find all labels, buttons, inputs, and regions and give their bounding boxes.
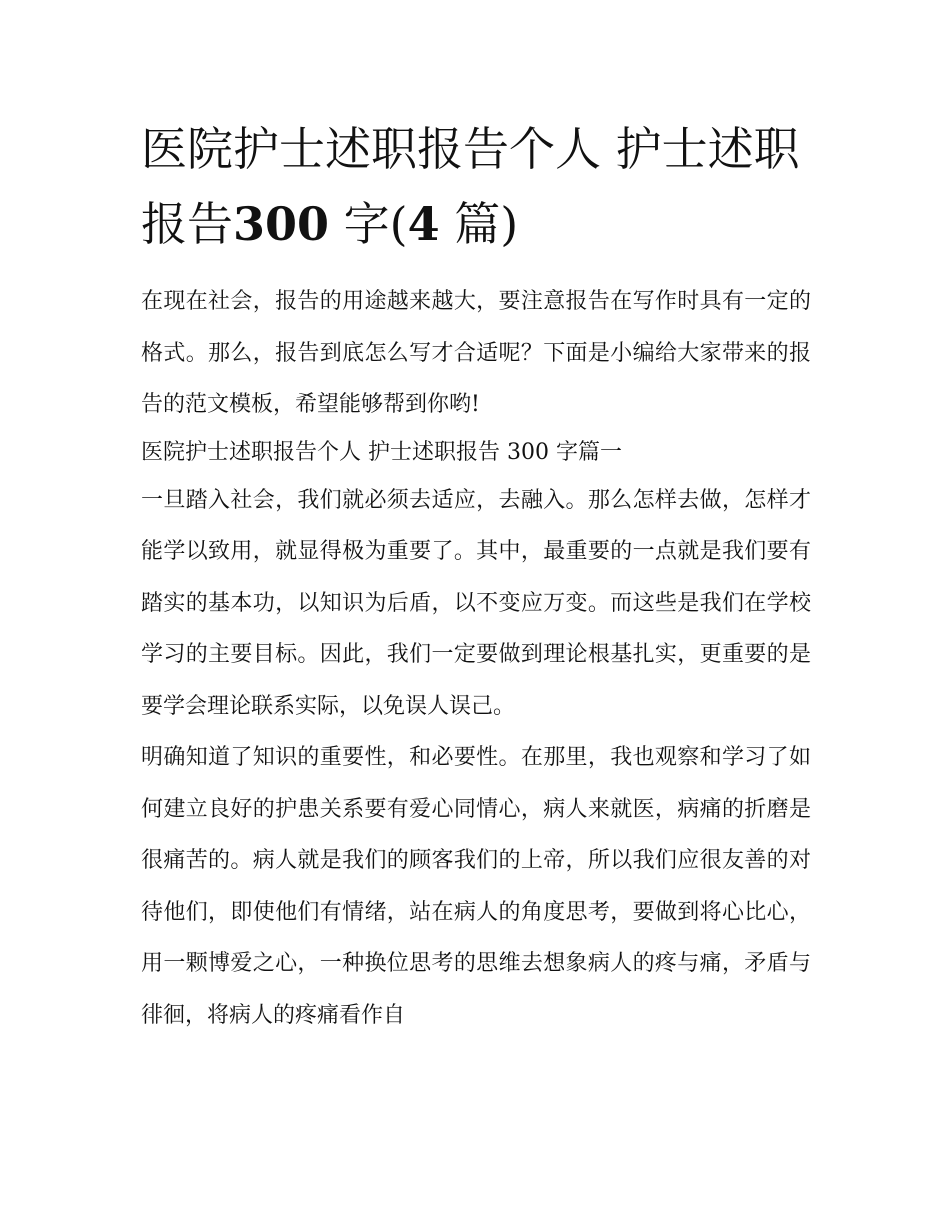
title-text-1: 医院护士述职报告个人 护士述职报告: [141, 122, 800, 251]
body-paragraph: 明确知道了知识的重要性，和必要性。在那里，我也观察和学习了如何建立良好的护患关系要有爱心同情心，病人来就医，病痛的折磨是很痛苦的。病人就是我们的顾客我们的上帝，所以我们应很友善的对待他们，即使他们有情绪，站在病人的角度思考，要做到将心比心，用一颗博爱之心，一种换位思考的思维去想象病人的疼与痛，矛盾与徘徊，将病人的疼痛看作自: [141, 745, 811, 1028]
section-heading: 医院护士述职报告个人 护士述职报告 300 字篇一: [141, 439, 622, 465]
title-number-4: 4: [407, 197, 440, 251]
document-page: [141, 112, 811, 1041]
title-text-2: 字(: [343, 197, 408, 251]
intro-paragraph: 在现在社会，报告的用途越来越大，要注意报告在写作时具有一定的格式。那么，报告到底怎么写才合适呢？下面是小编给大家带来的报告的范文模板，希望能够帮到你哟!: [141, 289, 811, 417]
body-paragraph: 一旦踏入社会，我们就必须去适应，去融入。那么怎样去做，怎样才能学以致用，就显得极为重要了。其中，最重要的一点就是我们要有踏实的基本功，以知识为后盾，以不变应万变。而这些是我们在学校学习的主要目标。因此，我们一定要做到理论根基扎实，更重要的是要学会理论联系实际，以免误人误己。: [141, 487, 811, 719]
title-text-3: 篇): [454, 197, 519, 251]
document-title: [141, 112, 811, 262]
title-number-300: 300: [233, 197, 330, 251]
